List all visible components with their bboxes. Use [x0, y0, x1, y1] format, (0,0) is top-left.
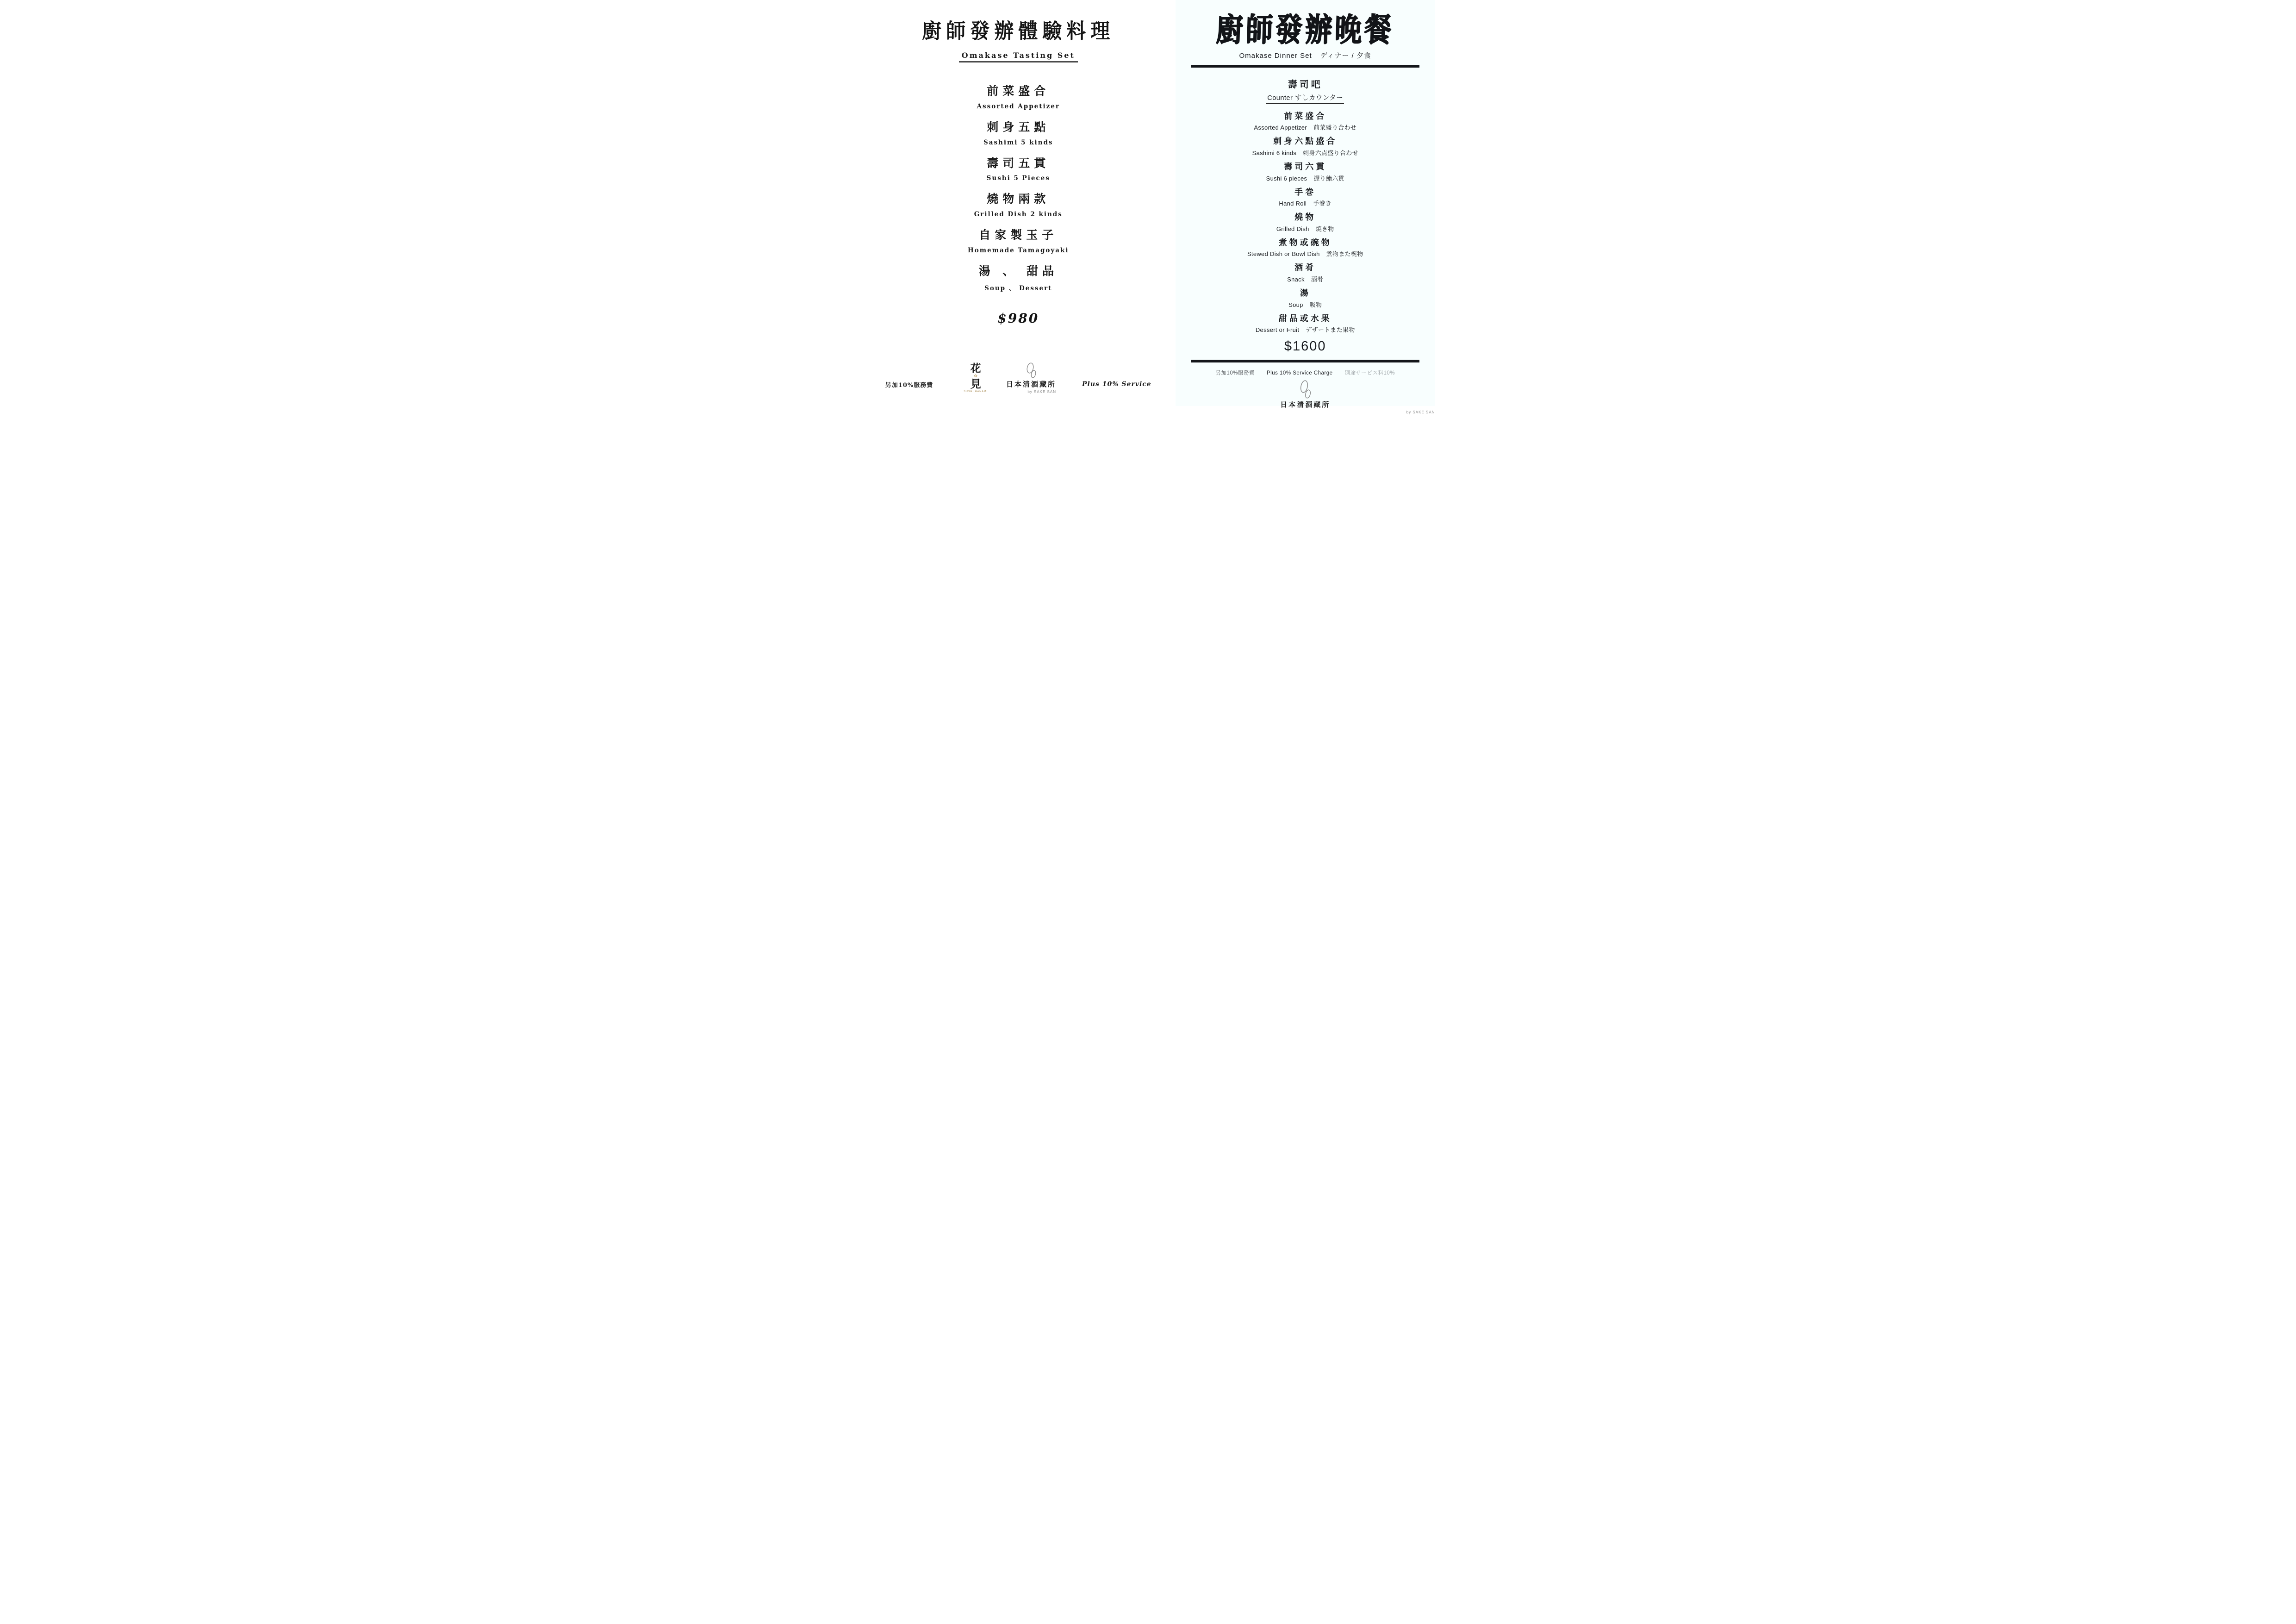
menu-item [1176, 112, 1435, 132]
sake-drops-icon [1297, 380, 1313, 399]
menu-item-sub [1176, 300, 1435, 309]
menu-item-name-en: Snack [1287, 276, 1305, 283]
left-page-subtitle-wrap [861, 51, 1176, 62]
hanami-flower-icon: ✿ [974, 374, 977, 379]
menu-item-name-en: Assorted Appetizer [977, 102, 1060, 110]
left-page-title: 廚師發辦體驗料理 [922, 19, 1115, 43]
menu-item [1176, 212, 1435, 233]
left-page [861, 0, 1176, 406]
menu-item-name-zh: 壽司六貫 [1284, 162, 1327, 172]
right-menu-item-list [1176, 112, 1435, 334]
menu-sheet [861, 0, 1435, 415]
menu-item [1176, 162, 1435, 182]
menu-item-name-jp: 刺身六点盛り合わせ [1303, 150, 1358, 157]
menu-item-name-jp: 酒肴 [1311, 276, 1324, 283]
menu-item-name-jp: デザートまた果物 [1306, 326, 1355, 334]
menu-item-name-en: Sashimi 6 kinds [1252, 150, 1297, 157]
sake-drops-icon [1024, 362, 1038, 378]
counter-heading-zh: 壽司吧 [1288, 78, 1323, 90]
menu-item-name-en: Stewed Dish or Bowl Dish [1247, 250, 1320, 258]
menu-item [861, 85, 1176, 110]
right-subtitle-jp: ディナー / 夕食 [1320, 51, 1372, 60]
menu-item-name-zh: 酒肴 [1294, 263, 1316, 273]
menu-item-name-en: Grilled Dish 2 kinds [974, 211, 1063, 219]
menu-item-name-jp: 手巻き [1313, 200, 1332, 207]
right-subtitle-en: Omakase Dinner Set [1239, 51, 1312, 60]
counter-heading-sub: Counter すしカウンター [1266, 93, 1344, 104]
menu-item-name-zh: 燒物 [1294, 212, 1316, 223]
menu-item-name-zh: 燒物兩款 [987, 192, 1050, 206]
sake-logo-name: 日本清酒藏所 [1280, 400, 1331, 409]
left-page-subtitle: Omakase Tasting Set [959, 51, 1078, 62]
menu-item [1176, 137, 1435, 157]
right-set-price: $1600 [1284, 339, 1326, 354]
right-page-subtitle [1176, 50, 1435, 60]
sake-san-logo [1176, 380, 1435, 414]
menu-item-name-zh: 自家製玉子 [979, 228, 1058, 242]
menu-item-name-en: Sashimi 5 kinds [983, 138, 1053, 146]
menu-item-name-zh: 手巻 [1294, 187, 1316, 197]
left-page-footer [861, 356, 1176, 400]
menu-item [1176, 288, 1435, 309]
menu-item [1176, 314, 1435, 334]
menu-item [861, 265, 1176, 292]
menu-item-name-en: Sushi 6 pieces [1266, 175, 1307, 182]
divider-double-rule [1191, 65, 1419, 68]
menu-item [1176, 263, 1435, 283]
menu-item-name-zh: 壽司五貫 [987, 156, 1050, 170]
menu-item-name-jp: 吸物 [1309, 301, 1322, 308]
service-charge-row [1176, 369, 1435, 376]
menu-item-name-en: Soup [1288, 301, 1303, 308]
menu-item-sub [1176, 123, 1435, 131]
menu-item-name-zh: 湯 、 甜品 [978, 264, 1058, 278]
sake-logo-byline: by SAKE SAN [1406, 410, 1435, 415]
left-menu-item-list [861, 85, 1176, 292]
menu-item-name-jp: 煮物また椀物 [1326, 250, 1363, 258]
menu-item-name-zh: 刺身五點 [987, 120, 1050, 134]
divider-double-rule [1191, 360, 1419, 362]
menu-item-name-en: Homemade Tamagoyaki [968, 246, 1069, 254]
menu-item [861, 193, 1176, 218]
sake-logo-byline: by SAKE SAN [1027, 390, 1056, 394]
menu-item-sub [1176, 199, 1435, 207]
sake-logo-name: 日本清酒藏所 [1006, 380, 1056, 388]
service-charge-en: Plus 10% Service Charge [1266, 370, 1333, 376]
menu-item-name-jp: 焼き物 [1315, 225, 1334, 232]
menu-item-name-zh: 刺身六點盛合 [1273, 137, 1338, 147]
menu-item-name-en: Assorted Appetizer [1254, 124, 1307, 131]
menu-item-sub [1176, 325, 1435, 334]
menu-item-sub [1176, 275, 1435, 283]
service-charge-note-en: Plus 10% Service [1082, 381, 1151, 388]
menu-item-name-jp: 前菜盛り合わせ [1313, 124, 1357, 131]
hanami-logo-char: 見 [970, 378, 981, 391]
menu-item-sub [1176, 148, 1435, 157]
service-charge-zh: 另加10%服務費 [1215, 370, 1255, 376]
menu-item-sub [1176, 174, 1435, 182]
menu-item-name-jp: 握り鮨六貫 [1313, 175, 1344, 182]
menu-item [1176, 187, 1435, 208]
menu-item-sub [1176, 224, 1435, 233]
menu-item-name-en: Hand Roll [1279, 200, 1307, 207]
right-page [1176, 0, 1435, 415]
menu-item-name-zh: 湯 [1300, 288, 1311, 299]
service-charge-note-zh: 另加10%服務費 [885, 381, 933, 389]
menu-item-name-zh: 前菜盛合 [1284, 111, 1327, 121]
sake-san-logo [1006, 362, 1056, 394]
menu-item-name-en: Grilled Dish [1276, 225, 1309, 232]
left-set-price: $980 [997, 310, 1039, 326]
menu-item-name-en: Sushi 5 Pieces [986, 175, 1050, 182]
menu-item-name-en: Dessert or Fruit [1255, 326, 1300, 334]
counter-section-heading [1176, 77, 1435, 104]
menu-item-name-zh: 前菜盛合 [987, 84, 1050, 98]
service-charge-jp: 別途サービス料10% [1344, 370, 1395, 376]
right-page-title: 廚師發辦晚餐 [1216, 11, 1395, 49]
menu-item-sub [1176, 249, 1435, 258]
menu-item-name-zh: 煮物或碗物 [1278, 237, 1332, 248]
menu-item-name-zh: 甜品或水果 [1278, 313, 1332, 324]
hanami-logo-caption: SUSHI HANAMI [964, 390, 988, 394]
menu-item-name-en: Soup 、 Dessert [984, 284, 1052, 292]
hanami-logo-char: 花 [970, 362, 981, 375]
menu-item [861, 157, 1176, 182]
sushi-hanami-logo [964, 363, 988, 393]
menu-item [861, 121, 1176, 146]
menu-item [1176, 238, 1435, 258]
menu-item [861, 229, 1176, 254]
